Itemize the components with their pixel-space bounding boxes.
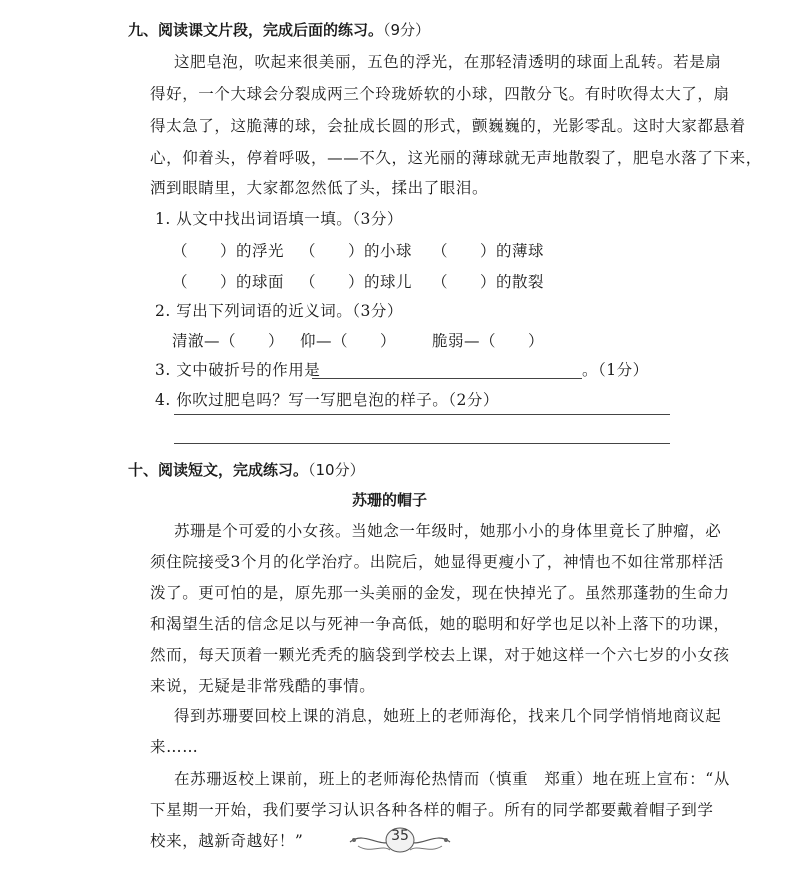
passage-line: 在苏珊返校上课前，班上的老师海伦热情而（慎重 郑重）地在班上宣布：“从 xyxy=(174,770,730,788)
passage-line: 须住院接受3个月的化学治疗。出院后，她显得更瘦小了，神情也不如往常那样活 xyxy=(150,553,724,571)
question-4-prompt: 4. 你吹过肥皂吗？写一写肥皂泡的样子。（2分） xyxy=(155,391,499,409)
question-3-suffix: 。（1分） xyxy=(582,361,649,379)
section-10-heading xyxy=(128,459,365,480)
synonym-item[interactable]: 仰—（ ） xyxy=(300,332,397,350)
passage-line: 然而，每天顶着一颗光秃秃的脑袋到学校去上课，对于她这样一个六七岁的小女孩 xyxy=(150,646,730,664)
answer-line[interactable] xyxy=(312,378,582,379)
passage-line: 得到苏珊要回校上课的消息，她班上的老师海伦，找来几个同学悄悄地商议起 xyxy=(174,707,722,725)
synonym-item[interactable]: 清澈—（ ） xyxy=(172,332,285,350)
fill-blank-item[interactable]: （ ）的球儿 xyxy=(300,273,413,291)
passage-line: 下星期一开始，我们要学习认识各种各样的帽子。所有的同学都要戴着帽子到学 xyxy=(150,801,714,819)
fill-blank-item[interactable]: （ ）的散裂 xyxy=(432,273,545,291)
section-9-score: （9分） xyxy=(383,21,431,39)
passage-line: 苏珊是个可爱的小女孩。当她念一年级时，她那小小的身体里竟长了肿瘤，必 xyxy=(174,522,722,540)
passage-line: 和渴望生活的信念足以与死神一争高低，她的聪明和好学也足以补上落下的功课， xyxy=(150,615,730,633)
section-9-heading-text: 九、阅读课文片段，完成后面的练习。 xyxy=(128,21,384,39)
section-10-heading-text: 十、阅读短文，完成练习。 xyxy=(128,461,309,479)
question-3-prompt: 3. 文中破折号的作用是 xyxy=(155,361,321,379)
answer-line[interactable] xyxy=(174,443,670,444)
passage-line: 来说，无疑是非常残酷的事情。 xyxy=(150,677,376,695)
fill-blank-item[interactable]: （ ）的球面 xyxy=(172,273,285,291)
section-9-heading xyxy=(128,19,430,40)
passage-line: 洒到眼睛里，大家都忽然低了头，揉出了眼泪。 xyxy=(150,179,489,197)
passage-line: 得太急了，这脆薄的球，会扯成长圆的形式，颤巍巍的，光影零乱。这时大家都悬着 xyxy=(150,117,746,135)
passage-line: 得好，一个大球会分裂成两三个玲珑娇软的小球，四散分飞。有时吹得太大了，扇 xyxy=(150,85,730,103)
section-10-score: （10分） xyxy=(308,461,365,479)
passage-line: 来…… xyxy=(150,738,199,756)
fill-blank-item[interactable]: （ ）的小球 xyxy=(300,242,413,260)
answer-line[interactable] xyxy=(174,414,670,415)
synonym-item[interactable]: 脆弱—（ ） xyxy=(432,332,545,350)
passage-line: 泼了。更可怕的是，原先那一头美丽的金发，现在快掉光了。虽然那蓬勃的生命力 xyxy=(150,584,730,602)
story-title: 苏珊的帽子 xyxy=(352,491,428,509)
question-2-prompt: 2. 写出下列词语的近义词。（3分） xyxy=(155,302,403,320)
page-number: 35 xyxy=(391,828,409,844)
passage-line: 校来，越新奇越好！” xyxy=(150,832,304,850)
question-1-prompt: 1. 从文中找出词语填一填。（3分） xyxy=(155,210,403,228)
fill-blank-item[interactable]: （ ）的薄球 xyxy=(432,242,545,260)
passage-line: 心，仰着头，停着呼吸，——不久，这光丽的薄球就无声地散裂了，肥皂水落了下来， xyxy=(150,149,762,167)
passage-line: 这肥皂泡，吹起来很美丽，五色的浮光，在那轻清透明的球面上乱转。若是扇 xyxy=(174,53,722,71)
fill-blank-item[interactable]: （ ）的浮光 xyxy=(172,242,285,260)
